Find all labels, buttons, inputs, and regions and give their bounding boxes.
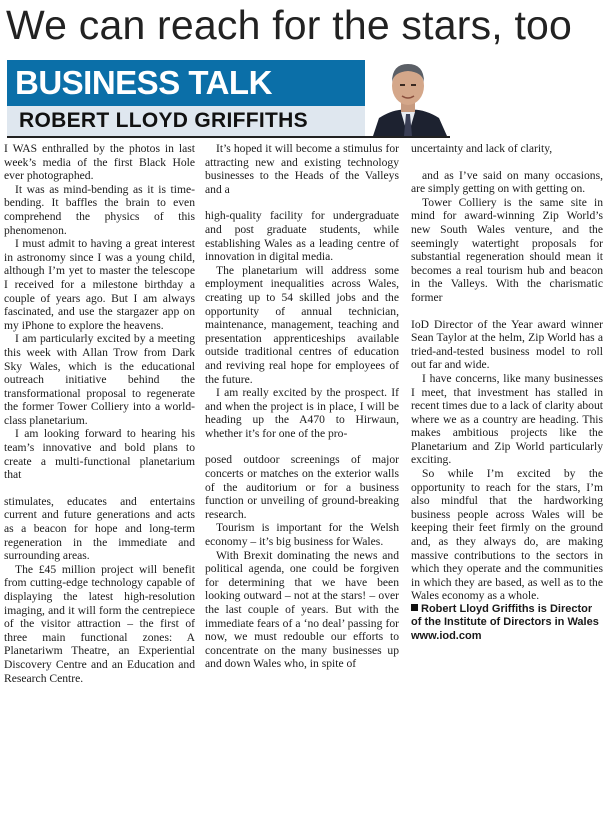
- author-bio-text: Robert Lloyd Griffiths is Director of the Institute of Directors in Wales www.iod.com: [411, 603, 599, 642]
- paragraph: The £45 million project will benefit from cutting-edge technology capable of displaying the latest high-resolution imaging, and it will form the centrepiece of the visitor attraction – the first of three main functional zones: A Planetariwm Theatre, an Experiential Discovery Centre and an Education and Research Centre.: [4, 562, 195, 685]
- paragraph: Tower Colliery is the same site in mind for award-winning Zip World’s new South Wales venture, and the seemingly watertight proposals for substantial regeneration should mean it becomes a real tourism hub and beacon in the Valleys. With the charismatic former: [411, 195, 603, 304]
- paragraph: high-quality facility for undergraduate and post graduate students, while establishing Wales as a leading centre of innovation in digital media.: [205, 209, 399, 264]
- paragraph: It’s hoped it will become a stimulus for attracting new and existing technology businesses to the Heads of the Valleys and a: [205, 142, 399, 196]
- banner-title: BUSINESS TALK: [15, 64, 272, 101]
- column-2: [205, 142, 399, 671]
- paragraph: uncertainty and lack of clarity,: [411, 142, 553, 155]
- paragraph: I must admit to having a great interest in astronomy since I was a young child, although I’m yet to master the telescope I received for a milestone birthday a couple of years ago. But I am always fascinated, and use the stargazer app on my iPhone to explore the heavens.: [4, 237, 195, 332]
- paragraph: and as I’ve said on many occasions, are simply getting on with getting on.: [411, 168, 603, 196]
- author-portrait-image: [365, 52, 451, 136]
- paragraph: I am really excited by the prospect. If and when the project is in place, I will be heading up the A470 to Hirwaun, whether it’s for one of the pro-: [205, 386, 399, 440]
- paragraph: I am particularly excited by a meeting this week with Allan Trow from Dark Sky Wales, which is the educational outreach initiative behind the transformational proposal to regenerate the former Tower Colliery into a world-class planetarium.: [4, 332, 195, 427]
- author-byline: ROBERT LLOYD GRIFFITHS: [19, 109, 308, 132]
- paragraph: IoD Director of the Year award winner Sean Taylor at the helm, Zip World has a tried-and-tested business model to roll out far and wide.: [411, 317, 603, 372]
- paragraph: I am looking forward to hearing his team’s innovative and bold plans to create a multi-functional planetarium that: [4, 427, 195, 482]
- author-bio: [411, 603, 603, 643]
- square-bullet-icon: [411, 604, 418, 611]
- paragraph: It was as mind-bending as it is time-bending. It baffles the brain to even comprehend the physics of this phenomenon.: [4, 182, 195, 237]
- headline: We can reach for the stars, too: [6, 2, 573, 48]
- author-portrait: [365, 52, 451, 136]
- column-1: [4, 142, 195, 685]
- paragraph: posed outdoor screenings of major concerts or matches on the exterior walls of the auditorium or for a business function or unveiling of ground-breaking research.: [205, 453, 399, 521]
- paragraph: I have concerns, like many businesses I meet, that investment has stalled in recent times due to a lack of clarity about where we as a country are heading. This makes ambitious projects like the Planetarium and Zip World particularly exciting.: [411, 371, 603, 467]
- paragraph: With Brexit dominating the news and political agenda, one could be forgiven for determining that we have been looking outward – not at the stars! – over the last couple of years. But with the immediate fears of a ‘no deal’ passing for now, we must redouble our efforts to concentrate on the many businesses up and down Wales who, in spite of: [205, 548, 399, 671]
- paragraph: Tourism is important for the Welsh economy – it’s big business for Wales.: [205, 521, 399, 549]
- paragraph: The planetarium will address some employment inequalities across Wales, creating up to 54 skilled jobs and the opportunity of annual technician, maintenance, management, teaching and presentation apprenticeships available outside traditional centres of education and reviving real hope for employees of the future.: [205, 263, 399, 386]
- paragraph: So while I’m excited by the opportunity to reach for the stars, I’m also mindful that the hardworking business people across Wales will be keeping their feet firmly on the ground and, as they always do, are making massive contributions to the sectors in which they operate and the communities in which they are based, as well as to the Wales economy as a whole.: [411, 467, 603, 603]
- column-3: [411, 142, 603, 643]
- paragraph: I WAS enthralled by the photos in last week’s media of the first Black Hole ever photographed.: [4, 142, 195, 183]
- paragraph: stimulates, educates and entertains current and future generations and acts as a beacon for hope and long-term regeneration in the immediate and surrounding areas.: [4, 494, 195, 563]
